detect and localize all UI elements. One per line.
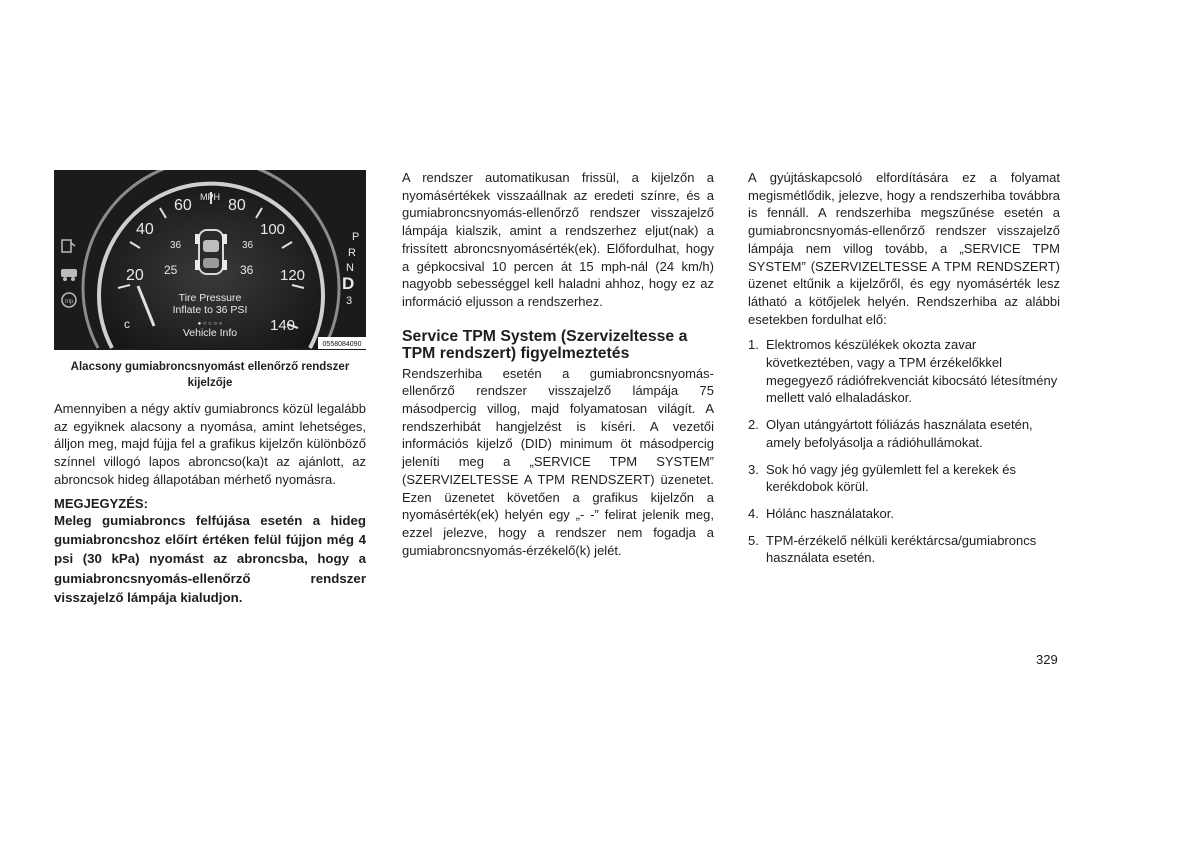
list-item: 3. Sok hó vagy jég gyülemlett fel a kerekek és kerékdobok körül. <box>748 461 1017 495</box>
tire-pressure-front-left: 36 <box>170 240 182 251</box>
speed-label-100: 100 <box>260 221 286 238</box>
image-code: 0558084090 <box>322 341 362 348</box>
system-fault-paragraph: Rendszerhiba esetén a gumiabroncsnyomás-ellenőrző rendszer visszajelző lámpája 75 másodpercig villog, majd folyamatosan világít. A rendszerhibát hangjelzést is kíséri. A vezetői információs kijelző (DID) minimum öt másodpercig jeleníti meg a „SERVICE TPM SYSTEM” (SZERVIZELTESSE A TPM RENDSZERT) üzenetet. Ezen üzenetet követően a grafikus kijelzőn a nyomásérték(ek) helyén egy „- -” felirat jelenik meg, ezzel jelezve, hogy a rendszer nem fogadja a gumiabroncsnyomás-érzékelő(k) jelét. <box>402 365 714 558</box>
fault-causes-list <box>748 336 1060 567</box>
gear-3: 3 <box>346 295 353 307</box>
figure-caption: Alacsony gumiabroncsnyomást ellenőrző rendszer kijelzője <box>70 361 350 389</box>
speed-label-80: 80 <box>228 197 246 214</box>
gauge-low-mark: c <box>124 317 130 331</box>
speed-label-140: 140 <box>270 317 296 334</box>
instrument-cluster-figure <box>54 170 366 350</box>
vehicle-top-view-icon <box>195 230 227 274</box>
right-column <box>748 170 1060 576</box>
gear-r: R <box>348 247 356 259</box>
tire-pressure-rear-left: 25 <box>164 263 178 277</box>
tire-pressure-rear-right: 36 <box>240 263 254 277</box>
speed-label-20: 20 <box>126 267 144 284</box>
menu-label: Vehicle Info <box>182 327 238 339</box>
list-item: 5. TPM-érzékelő nélküli keréktárcsa/gumiabroncs használata esetén. <box>748 532 1037 566</box>
list-item: 1. Elektromos készülékek okozta zavar következtében, vagy a TPM érzékelőkkel megegyező rádiófrekvenciát kibocsátó létesítmény mellett való elhaladáskor. <box>748 337 1058 406</box>
page-dots: ● ○ ○ ○ ○ <box>197 321 223 327</box>
page-number: 329 <box>1036 652 1058 667</box>
speed-unit: MPH <box>200 192 220 202</box>
message-line-2: Inflate to 36 PSI <box>172 304 248 316</box>
section-heading: Service TPM System (Szervizeltesse a TPM rendszert) figyelmeztetés <box>402 327 688 363</box>
tire-pressure-front-right: 36 <box>242 240 254 251</box>
speed-label-40: 40 <box>136 221 154 238</box>
repeat-paragraph: A gyújtáskapcsoló elfordítására ez a folyamat megismétlődik, jelezve, hogy a rendszerhiba továbbra is fennáll. A rendszerhiba megszűnése esetén a gumiabroncsnyomás-ellenőrző rendszer visszajelző lámpája nem villog tovább, a „SERVICE TPM SYSTEM” (SZERVIZELTESSE A TPM RENDSZERT) üzenet eltűnik a kijelzőről, és egy nyomásérték lesz látható a kötőjelek helyén. Rendszerhiba az alábbi esetekben fordulhat elő: <box>748 170 1060 327</box>
gear-p: P <box>352 231 360 243</box>
tpms-display-illustration <box>54 170 366 350</box>
note-body: Meleg gumiabroncs felfújása esetén a hideg gumiabroncshoz előírt értéken felül fújjon még 4 psi (30 kPa) nyomást az abroncsba, hogy a gumiabroncsnyomás-ellenőrző rendszer visszajelző lámpája kialudjon. <box>54 512 366 606</box>
list-item: 4. Hólánc használatakor. <box>748 505 894 521</box>
speed-label-60: 60 <box>174 197 192 214</box>
middle-column <box>402 170 714 559</box>
list-item: 2. Olyan utángyártott fóliázás használata esetén, amely befolyásolja a rádióhullámokat. <box>748 417 1033 450</box>
note-title: MEGJEGYZÉS: <box>54 495 148 511</box>
left-column <box>54 170 366 608</box>
svg-text:trip: trip <box>65 299 74 305</box>
gear-d: D <box>342 274 355 293</box>
low-pressure-paragraph: Amennyiben a négy aktív gumiabroncs közül legalább az egyiknek alacsony a nyomása, amint lehetséges, álljon meg, majd fújja fel a grafikus kijelzőn különböző színnel villogó lapos abroncso(ka)t az ajánlott, az abroncsok hideg állapotában mérhető nyomásra. <box>54 401 366 487</box>
message-line-1: Tire Pressure <box>178 292 242 304</box>
speed-label-120: 120 <box>280 267 306 284</box>
gear-n: N <box>346 262 354 274</box>
auto-update-paragraph: A rendszer automatikusan frissül, a kijelzőn a nyomásértékek visszaállnak az eredeti színre, és a gumiabroncsnyomás-ellenőrző rendszer visszajelző lámpája kialszik, amint a rendszerhez eljut(nak) a frissített abroncsnyomásérték(ek). Előfordulhat, hogy a gépkocsival 10 percen át 15 mph-nál (24 km/h) nagyobb sebességgel kell haladni ahhoz, hogy ez az információ eljusson a rendszerhez. <box>402 170 714 309</box>
